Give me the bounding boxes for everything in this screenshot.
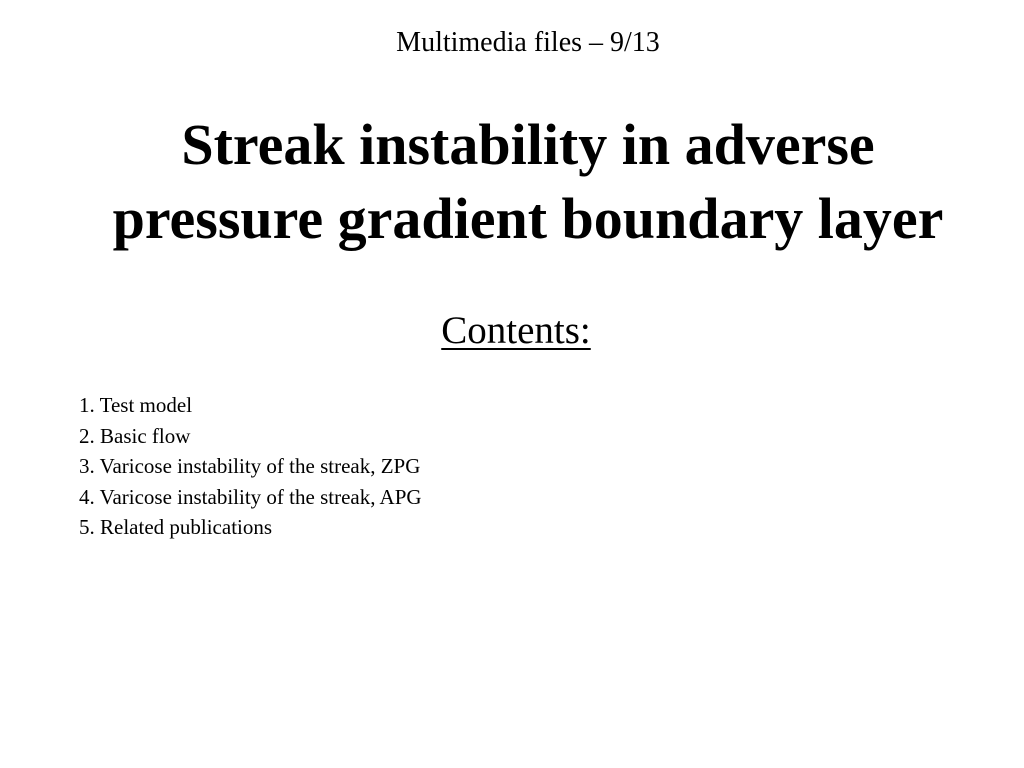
- contents-list: [79, 390, 422, 543]
- contents-heading: Contents:: [441, 309, 591, 352]
- slide-title-line-2: pressure gradient boundary layer: [112, 186, 944, 251]
- contents-item-related-publications: 5. Related publications: [79, 515, 273, 539]
- contents-item-test-model: 1. Test model: [79, 393, 193, 417]
- contents-item-varicose-zpg: 3. Varicose instability of the streak, ZPG: [79, 454, 421, 478]
- slide-header: Multimedia files – 9/13: [396, 27, 660, 58]
- slide-title: [0, 108, 1024, 256]
- slide-title-line-1: Streak instability in adverse: [181, 112, 875, 177]
- contents-item-varicose-apg: 4. Varicose instability of the streak, APG: [79, 484, 422, 509]
- contents-item-basic-flow: 2. Basic flow: [79, 423, 191, 448]
